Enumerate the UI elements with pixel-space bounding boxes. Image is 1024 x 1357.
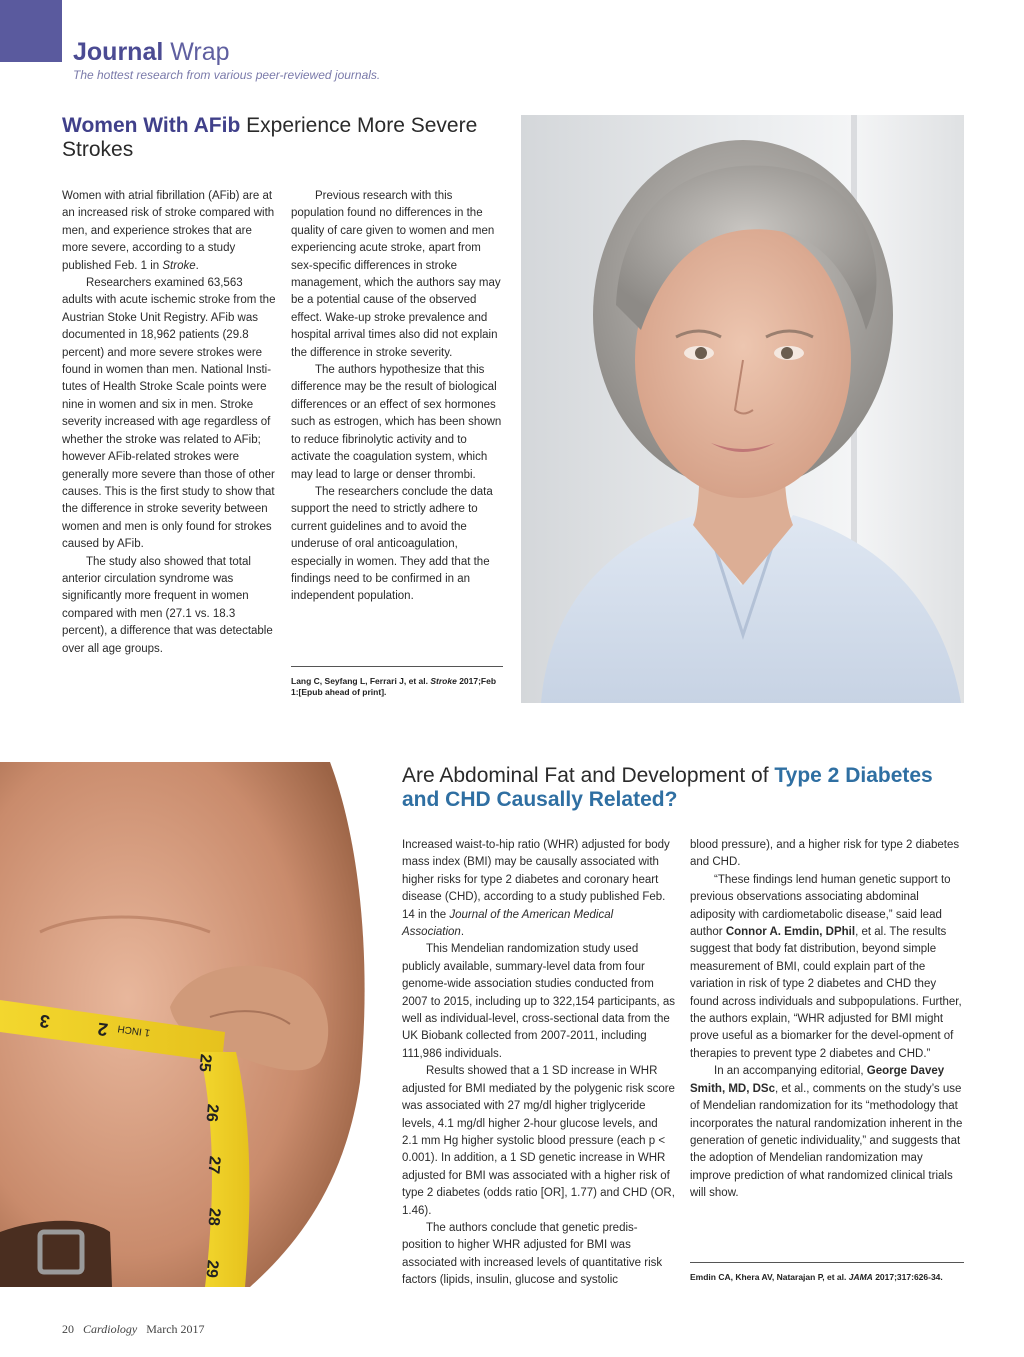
article2-paragraph (690, 1063, 964, 1202)
tape-mark: 2 (96, 1018, 110, 1040)
article1-title-highlight: Women With AFib (62, 114, 241, 137)
article1-paragraph: Researchers examined 63,563 adults with acute ischemic stroke from the Austrian Stoke Unit Registry. AFib was documented in 18,962 patients (29.8 percent) and more severe strokes were found in women than men. National Insti-tutes of Health Stroke Scale points were nine in women and six in men. Stroke severity increased with age regardless of whether the stroke was related to AFib; however AFib-related strokes were generally more severe than those of other causes. This is the first study to show that the difference in stroke severity between women and men is only found for strokes caused by AFib. (62, 277, 276, 551)
citation-text: 2017;317:626-34. (872, 1272, 943, 1282)
photo-older-woman (521, 115, 964, 703)
article1-paragraph: The study also showed that total anterior circulation syndrome was significantly more frequent in women compared with men (27.1 vs. 18.3 percent), a difference that was detectable over all age groups. (62, 555, 273, 655)
article2-title-highlight: Type 2 Diabetes and CHD Causally Related? (402, 764, 933, 811)
article2-paragraph: This Mendelian randomization study used publicly available, summary-level data from four genome-wide association studies conducted from 2007 to 2015, including up to 322,154 participants, as well as individual-level, cross-sectional data from the UK Biobank collected from 2007-2011, including 111,986 individuals. (402, 943, 676, 1060)
tape-mark: 3 (38, 1010, 52, 1032)
article2-paragraph (690, 872, 964, 1063)
article1-column-2 (291, 188, 505, 606)
author-name: Connor A. Emdin, DPhil (725, 926, 856, 939)
article2-paragraph: blood pressure), and a higher risk for type 2 diabetes and CHD. (690, 839, 960, 869)
tape-mark: 25 (195, 1053, 214, 1073)
article2-text: , et al., comments on the study’s use of Mendelian randomization for its “methodology that incorporates the natural randomization inherent in the generation of genetic individuality,” and suggests that the adoption of Mendelian randomization may improve prediction of what randomized clinical trials will show. (690, 1082, 963, 1200)
article1-citation (291, 666, 503, 698)
tape-mark: 26 (202, 1103, 221, 1123)
page-number: 20 (62, 1322, 74, 1336)
article1-title-rest: Experience More Severe Strokes (62, 114, 478, 161)
tape-mark: 28 (204, 1207, 223, 1227)
section-header (73, 38, 380, 82)
page-footer (62, 1322, 211, 1337)
corner-accent-block (0, 0, 62, 62)
citation-journal: JAMA (848, 1272, 873, 1282)
journal-name: Journal of the American Medical Association (402, 908, 614, 939)
article1-paragraph (62, 188, 276, 275)
article2-text: . (460, 926, 465, 939)
citation-text: 2017;Feb 1:[Epub ahead of print]. (291, 676, 497, 697)
citation-text: Lang C, Seyfang L, Ferrari J, et al. (291, 676, 431, 686)
section-title (73, 38, 380, 66)
section-title-light: Wrap (163, 38, 230, 66)
citation-text: Emdin CA, Khera AV, Natarajan P, et al. (690, 1272, 849, 1282)
article2-column-2 (690, 837, 964, 1203)
waist-illustration (0, 762, 372, 1287)
article1-text: . (195, 259, 199, 272)
journal-name: Stroke (162, 259, 196, 272)
article2-text: Increased waist-to-hip ratio (WHR) adjusted for body mass index (BMI) may be causally associated with higher risks for type 2 diabetes and coronary heart disease (CHD), according to a study published Feb. 14 in the (402, 839, 670, 921)
article1-title (62, 114, 492, 162)
article1-text: Women with atrial fibrillation (AFib) are at an increased risk of stroke compared with men, and experience strokes that are more severe, according to a study published Feb. 1 in (62, 190, 275, 272)
article2-title (402, 764, 962, 812)
magazine-name: Cardiology (83, 1322, 138, 1336)
woman-illustration (521, 115, 964, 703)
section-subtitle: The hottest research from various peer-reviewed journals. (73, 68, 381, 82)
article2-text: “These findings lend human genetic support to previous observations associating abdominal adiposity with cardiometabolic disease,” said lead author (690, 873, 951, 939)
citation-journal: Stroke (430, 676, 457, 686)
article2-text: In an accompanying editorial, (714, 1065, 867, 1078)
article2-text: , et al. The results suggest that body fat distribution, beyond simple measurement of BMI, could explain part of the variation in risk of type 2 diabetes and CHD they found across individuals and subpopulations. Further, the authors explain, “WHR adjusted for BMI might prove useful as a biomarker for the devel-opment of therapies to prevent type 2 diabetes and CHD.” (690, 926, 962, 1060)
issue-date: March 2017 (146, 1322, 205, 1336)
article2-citation (690, 1262, 964, 1283)
article2-column-1 (402, 837, 676, 1290)
article2-paragraph: The authors conclude that genetic predis-position to higher WHR adjusted for BMI was associated with increased levels of quantitative risk factors (lipids, insulin, glucose and systolic (402, 1221, 663, 1287)
tape-mark: 1 INCH (116, 1022, 151, 1038)
article1-paragraph: Previous research with this population found no differences in the quality of care given to women and men experiencing acute stroke, apart from sex-specific differences in stroke management, which the authors say may be a potential cause of the observed effect. Wake-up stroke prevalence and hospital arrival times also did not explain the difference in stroke severity. (291, 190, 501, 359)
section-title-bold: Journal (73, 38, 164, 66)
photo-waist-measurement (0, 762, 372, 1287)
article2-paragraph: Results showed that a 1 SD increase in WHR adjusted for BMI mediated by the polygenic risk score was associated with 27 mg/dl higher triglyceride levels, 4.1 mg/dl higher 2-hour glucose levels, and 2.1 mm Hg higher systolic blood pressure (each p < 0.001). In addition, a 1 SD genetic increase in WHR adjusted for BMI was associated with a higher risk of type 2 diabetes (odds ratio [OR], 1.77) and CHD (OR, 1.46). (402, 1065, 675, 1217)
article2-paragraph (402, 837, 676, 941)
article1-paragraph: The authors hypothesize that this difference may be the result of biological differences or an effect of sex hormones such as estrogen, which has been shown to reduce fibrinolytic activity and to activate the coagulation system, which may lead to large or denser thrombi. (291, 364, 502, 481)
article1-paragraph: The researchers conclude the data support the need to strictly adhere to current guidelines and to avoid the underuse of oral anticoagulation, especially in women. They add that the findings need to be confirmed in an independent population. (291, 485, 493, 603)
article2-title-rest: Are Abdominal Fat and Development of (402, 764, 775, 787)
tape-mark: 29 (202, 1259, 221, 1279)
tape-mark: 27 (204, 1155, 223, 1175)
author-name: George Davey Smith, MD, DSc (690, 1065, 945, 1095)
article1-column-1 (62, 188, 276, 658)
